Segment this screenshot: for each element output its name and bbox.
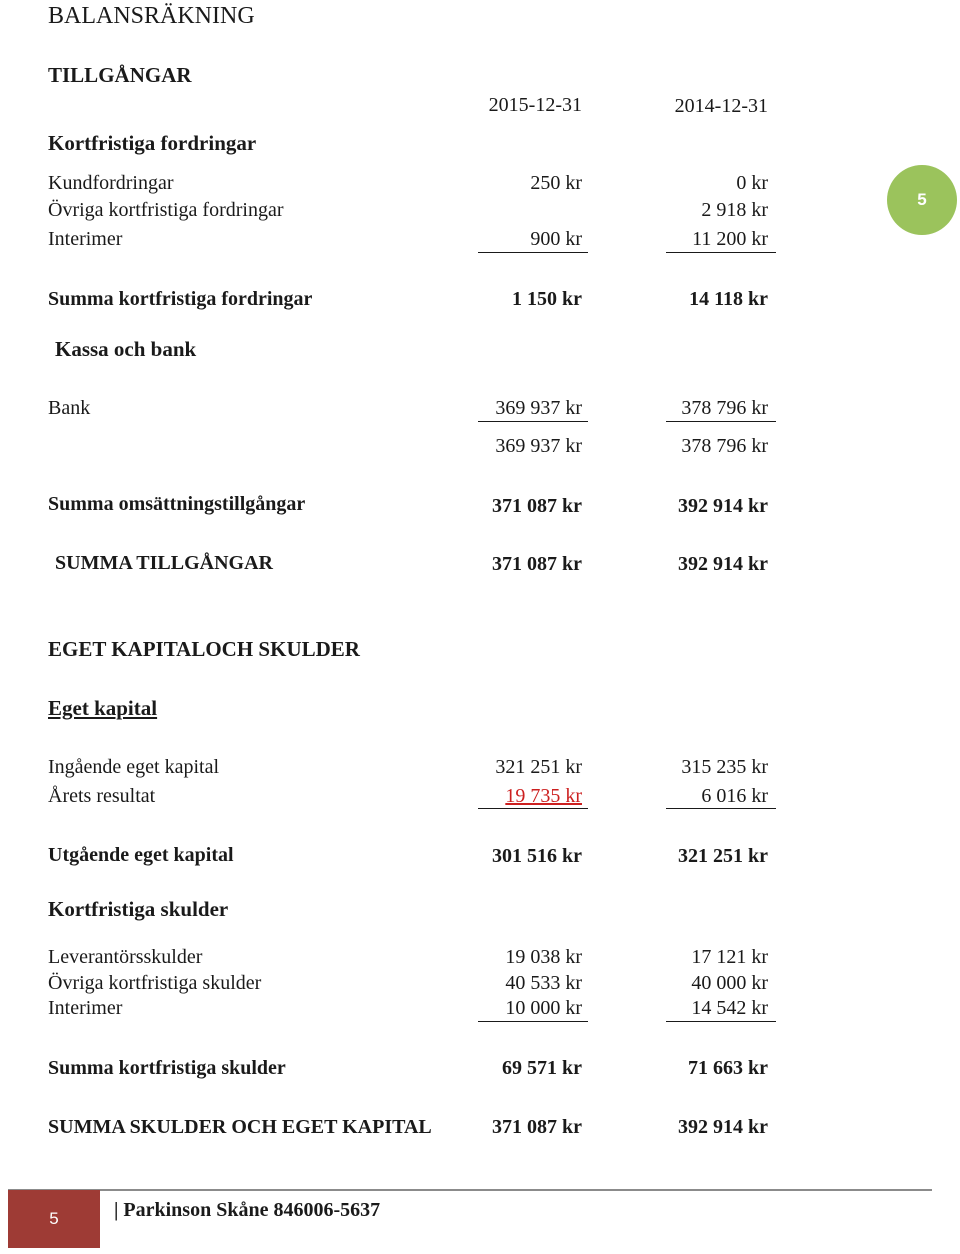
footer-page-number: 5 (8, 1190, 100, 1248)
sum-value-2014: 392 914 kr (678, 495, 768, 517)
equity-liabilities-heading: EGET KAPITALOCH SKULDER (48, 637, 360, 661)
page-title: BALANSRÄKNING (48, 3, 255, 29)
row-value-2015-negative: 19 735 kr (505, 785, 582, 807)
total-assets-label: SUMMA TILLGÅNGAR (55, 552, 273, 574)
row-value-2015: 321 251 kr (495, 756, 582, 778)
underline-rule (478, 252, 588, 253)
row-value-2015: 250 kr (530, 172, 582, 194)
underline-rule (478, 421, 588, 422)
page-number-badge: 5 (887, 165, 957, 235)
sum-label: Summa kortfristiga fordringar (48, 288, 313, 310)
sum-value-2014: 321 251 kr (678, 845, 768, 867)
row-value-2014: 378 796 kr (681, 397, 768, 419)
row-value-2014: 14 542 kr (691, 997, 768, 1019)
column-date-2015: 2015-12-31 (488, 94, 582, 116)
section-heading-cash: Kassa och bank (55, 337, 197, 361)
underline-rule (666, 808, 776, 809)
row-value-2014: 40 000 kr (691, 972, 768, 994)
row-value-2014: 11 200 kr (692, 228, 768, 250)
row-value-2014: 6 016 kr (701, 785, 768, 807)
underline-rule (666, 421, 776, 422)
total-equity-liabilities-2014: 392 914 kr (678, 1116, 768, 1138)
row-label: Ingående eget kapital (48, 756, 220, 778)
row-value-2015: 369 937 kr (495, 397, 582, 419)
row-label: Leverantörsskulder (48, 946, 203, 968)
footer-divider (8, 1189, 932, 1191)
sum-value-2015: 371 087 kr (492, 495, 582, 517)
row-label: Årets resultat (48, 785, 156, 807)
row-label: Interimer (48, 997, 123, 1019)
row-value-2014: 2 918 kr (701, 199, 768, 221)
sum-value-2015: 301 516 kr (492, 845, 582, 867)
underline-rule (666, 1021, 776, 1022)
section-heading-equity: Eget kapital (48, 696, 158, 720)
section-heading-short-liabilities: Kortfristiga skulder (48, 897, 229, 921)
total-equity-liabilities-label: SUMMA SKULDER OCH EGET KAPITAL (48, 1116, 432, 1138)
row-label: Interimer (48, 228, 123, 250)
underline-rule (666, 252, 776, 253)
sum-label: Utgående eget kapital (48, 844, 234, 866)
subtotal-value-2014: 378 796 kr (681, 435, 768, 457)
sum-label: Summa kortfristiga skulder (48, 1057, 286, 1079)
underline-rule (478, 1021, 588, 1022)
row-label: Bank (48, 397, 91, 419)
subtotal-value-2015: 369 937 kr (495, 435, 582, 457)
row-value-2014: 17 121 kr (691, 946, 768, 968)
row-label: Övriga kortfristiga skulder (48, 972, 262, 994)
column-date-2014: 2014-12-31 (674, 95, 768, 117)
row-value-2014: 0 kr (736, 172, 768, 194)
footer-text: | Parkinson Skåne 846006-5637 (114, 1199, 381, 1221)
row-value-2015: 10 000 kr (505, 997, 582, 1019)
total-equity-liabilities-2015: 371 087 kr (492, 1116, 582, 1138)
row-value-2015: 19 038 kr (505, 946, 582, 968)
row-value-2015: 40 533 kr (505, 972, 582, 994)
row-value-2015: 900 kr (530, 228, 582, 250)
total-assets-2014: 392 914 kr (678, 553, 768, 575)
row-label: Övriga kortfristiga fordringar (48, 199, 284, 221)
total-assets-2015: 371 087 kr (492, 553, 582, 575)
row-label: Kundfordringar (48, 172, 174, 194)
sum-value-2015: 69 571 kr (502, 1057, 582, 1079)
sum-value-2014: 71 663 kr (688, 1057, 768, 1079)
sum-value-2015: 1 150 kr (512, 288, 582, 310)
row-value-2014: 315 235 kr (681, 756, 768, 778)
sum-label: Summa omsättningstillgångar (48, 493, 306, 515)
assets-heading: TILLGÅNGAR (48, 63, 192, 87)
underline-rule (478, 808, 588, 809)
sum-value-2014: 14 118 kr (689, 288, 768, 310)
section-heading-short-receivables: Kortfristiga fordringar (48, 131, 257, 155)
